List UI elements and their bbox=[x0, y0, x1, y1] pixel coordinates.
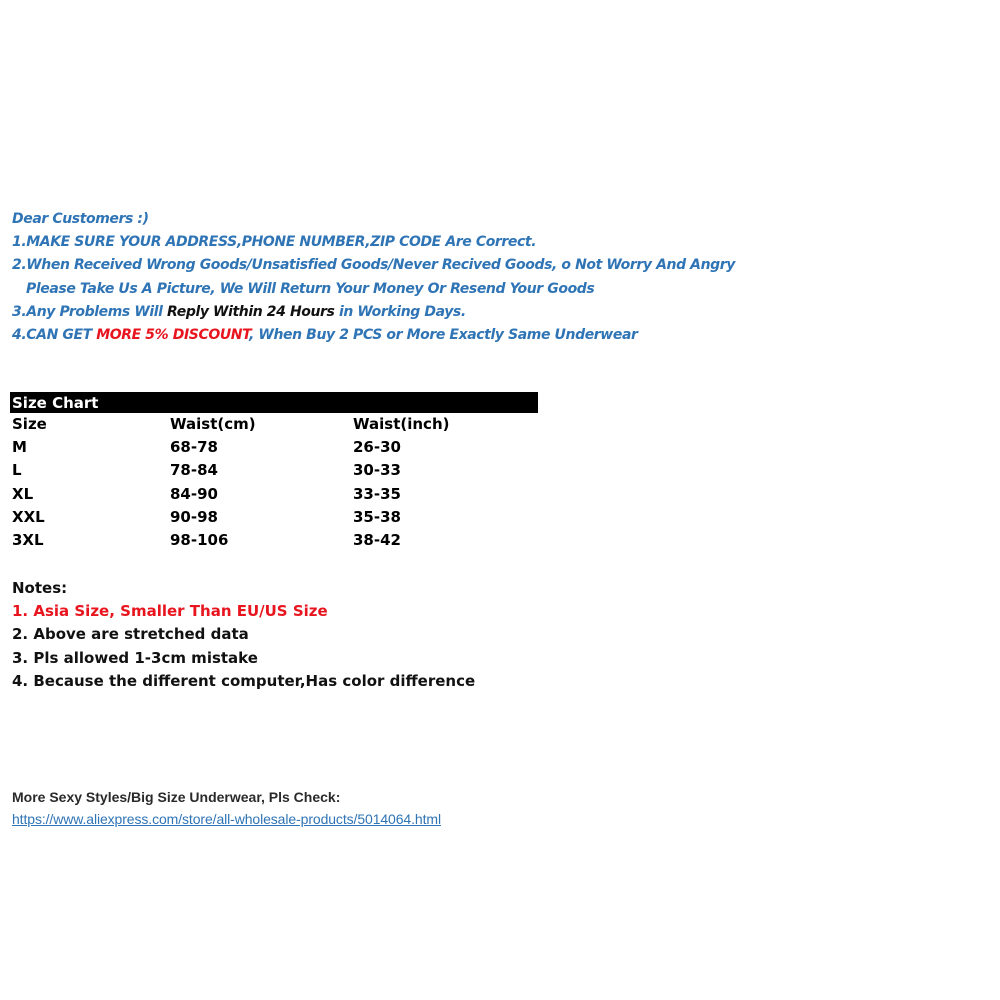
waist-cm-cell: 84-90 bbox=[170, 484, 218, 503]
message-line-3-pre: 3.Any Problems Will bbox=[12, 303, 168, 320]
message-line-4-pre: 4.CAN GET bbox=[12, 326, 97, 343]
table-row bbox=[10, 506, 538, 529]
store-footer bbox=[12, 786, 441, 830]
waist-inch-cell: 33-35 bbox=[353, 484, 401, 503]
header-waist-cm: Waist(cm) bbox=[170, 415, 256, 433]
waist-inch-cell: 30-33 bbox=[353, 461, 401, 480]
waist-cm-cell: 68-78 bbox=[170, 438, 218, 457]
note-item: 3. Pls allowed 1-3cm mistake bbox=[12, 648, 258, 667]
header-waist-inch: Waist(inch) bbox=[353, 415, 450, 433]
message-line-1: 1.MAKE SURE YOUR ADDRESS,PHONE NUMBER,ZIP CODE Are Correct. bbox=[12, 234, 537, 251]
notes-title: Notes: bbox=[12, 579, 68, 597]
size-cell: XXL bbox=[12, 507, 45, 526]
waist-inch-cell: 26-30 bbox=[353, 438, 401, 457]
waist-cm-cell: 78-84 bbox=[170, 461, 218, 480]
header-size: Size bbox=[12, 415, 47, 433]
message-line-4 bbox=[12, 324, 992, 347]
size-chart-title: Size Chart bbox=[10, 392, 538, 413]
message-line-2b: Please Take Us A Picture, We Will Return Your Money Or Resend Your Goods bbox=[26, 280, 595, 297]
note-item: 4. Because the different computer,Has color difference bbox=[12, 671, 476, 690]
table-row bbox=[10, 529, 538, 552]
notes-section bbox=[12, 577, 475, 693]
waist-cm-cell: 90-98 bbox=[170, 507, 218, 526]
waist-cm-cell: 98-106 bbox=[170, 530, 229, 549]
check-more-text: More Sexy Styles/Big Size Underwear, Pls Check: bbox=[12, 789, 341, 805]
size-chart bbox=[10, 392, 538, 552]
customer-message bbox=[12, 208, 992, 347]
waist-inch-cell: 38-42 bbox=[353, 530, 401, 549]
greeting-text: Dear Customers :) bbox=[12, 211, 149, 227]
size-cell: 3XL bbox=[12, 530, 44, 549]
table-row bbox=[10, 459, 538, 482]
size-chart-header-row bbox=[10, 413, 538, 436]
message-line-3 bbox=[12, 301, 992, 324]
message-line-2a: 2.When Received Wrong Goods/Unsatisfied Goods/Never Recived Goods, o Not Worry And Angry bbox=[12, 257, 736, 274]
reply-within-highlight: Reply Within 24 Hours bbox=[167, 303, 335, 320]
note-item: 2. Above are stretched data bbox=[12, 625, 249, 644]
note-item: 1. Asia Size, Smaller Than EU/US Size bbox=[12, 602, 328, 621]
waist-inch-cell: 35-38 bbox=[353, 507, 401, 526]
size-cell: XL bbox=[12, 484, 34, 503]
store-link[interactable]: https://www.aliexpress.com/store/all-wholesale-products/5014064.html bbox=[12, 811, 441, 827]
discount-highlight: MORE 5% DISCOUNT bbox=[96, 326, 250, 343]
message-line-3-post: in Working Days. bbox=[334, 303, 466, 320]
table-row bbox=[10, 436, 538, 459]
size-cell: M bbox=[12, 438, 27, 457]
message-line-4-post: , When Buy 2 PCS or More Exactly Same Underwear bbox=[249, 326, 638, 343]
size-cell: L bbox=[12, 461, 22, 480]
table-row bbox=[10, 483, 538, 506]
